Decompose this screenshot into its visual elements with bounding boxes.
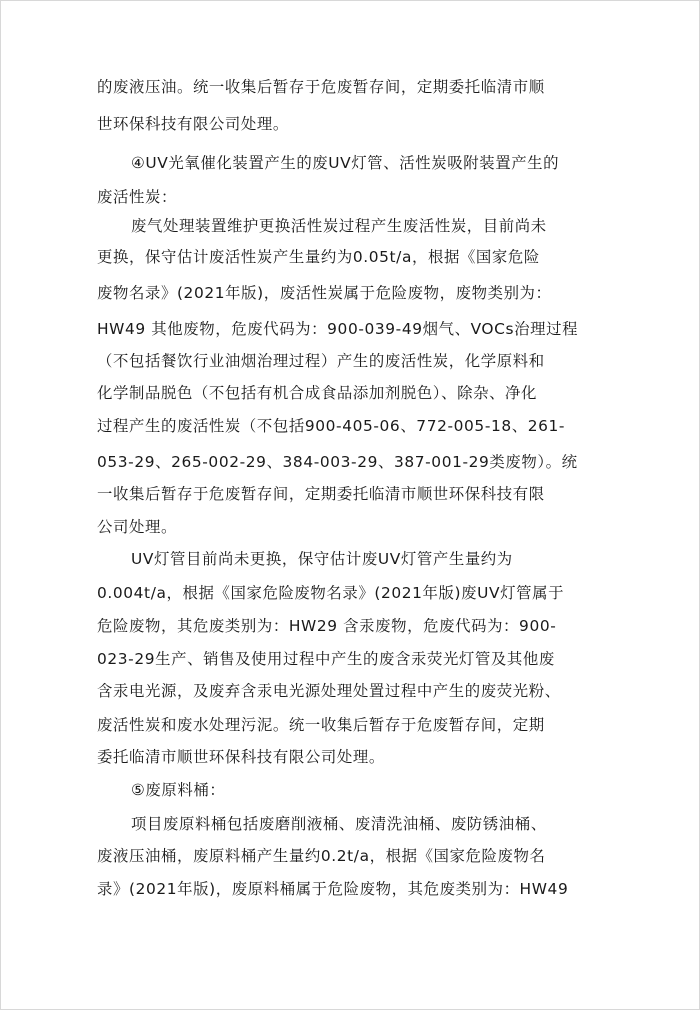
text-line: 危险废物，其危废类别为：HW29 含汞废物，危废代码为：900- — [97, 617, 557, 635]
text-line: 项目废原料桶包括废磨削液桶、废清洗油桶、废防锈油桶、 — [131, 815, 547, 833]
section-heading: ④UV光氧催化装置产生的废UV灯管、活性炭吸附装置产生的 — [131, 154, 560, 172]
text-line: 0.004t/a，根据《国家危险废物名录》(2021年版)废UV灯管属于 — [97, 584, 565, 602]
text-line: 废液压油桶，废原料桶产生量约0.2t/a，根据《国家危险废物名 — [97, 847, 546, 865]
text-line: UV灯管目前尚未更换，保守估计废UV灯管产生量约为 — [131, 550, 513, 568]
section-heading: 废活性炭： — [97, 188, 177, 206]
text-line: 废活性炭和废水处理污泥。统一收集后暂存于危废暂存间，定期 — [97, 716, 545, 734]
text-line: 053-29、265-002-29、384-003-29、387-001-29类废物）。统 — [97, 453, 578, 471]
text-line: 废物名录》(2021年版)，废活性炭属于危险废物，废物类别为： — [97, 284, 552, 302]
text-line: 过程产生的废活性炭（不包括900-405-06、772-005-18、261- — [97, 417, 566, 435]
text-line: 一收集后暂存于危废暂存间，定期委托临清市顺世环保科技有限 — [97, 485, 545, 503]
text-line: （不包括餐饮行业油烟治理过程）产生的废活性炭，化学原料和 — [97, 352, 545, 370]
text-line: 委托临清市顺世环保科技有限公司处理。 — [97, 748, 385, 766]
text-line: 化学制品脱色（不包括有机合成食品添加剂脱色）、除杂、净化 — [97, 384, 538, 402]
text-line: 含汞电光源，及废弃含汞电光源处理处置过程中产生的废荧光粉、 — [97, 682, 561, 700]
text-line: 更换，保守估计废活性炭产生量约为0.05t/a，根据《国家危险 — [97, 248, 540, 266]
text-line: 录》(2021年版)，废原料桶属于危险废物，其危废类别为：HW49 — [97, 880, 569, 898]
text-line: 023-29生产、销售及使用过程中产生的废含汞荧光灯管及其他废 — [97, 650, 555, 668]
text-line: 世环保科技有限公司处理。 — [97, 115, 289, 133]
text-line: 的废液压油。统一收集后暂存于危废暂存间，定期委托临清市顺 — [97, 78, 545, 96]
text-line: 废气处理装置维护更换活性炭过程产生废活性炭，目前尚未 — [131, 217, 547, 235]
section-heading: ⑤废原料桶： — [131, 781, 226, 799]
text-line: 公司处理。 — [97, 518, 177, 536]
text-line: HW49 其他废物，危废代码为：900-039-49烟气、VOCs治理过程 — [97, 320, 579, 338]
